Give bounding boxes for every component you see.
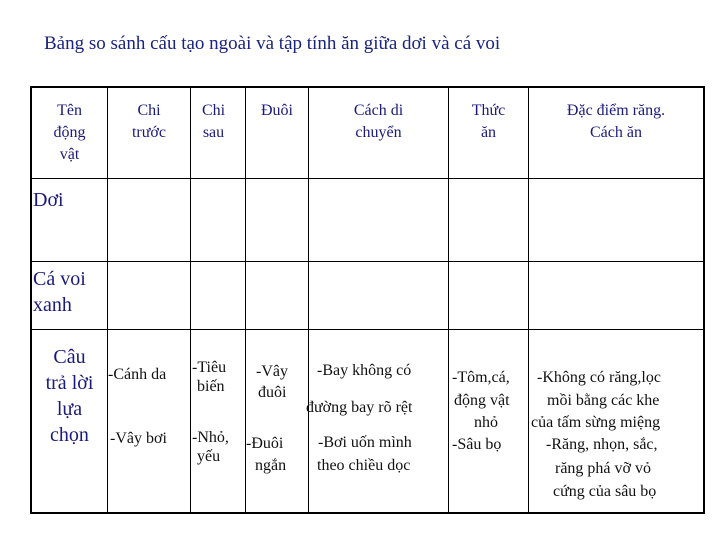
row-label-choices: Câu trả lời lựa chọn <box>45 346 94 446</box>
choice-food-fish-2: động vật <box>454 392 510 409</box>
choice-hindlimb-weak: -Nhỏ, <box>192 429 229 446</box>
table-border-bottom <box>30 512 705 514</box>
header-teeth: Đặc điểm răng. Cách ăn <box>566 102 666 141</box>
choice-teeth-baleen-2: mồi bằng các khe <box>547 392 660 409</box>
header-movement: Cách di chuyển <box>353 102 404 141</box>
choice-movement-swim: -Bơi uốn mình <box>318 434 412 451</box>
choice-movement-swim-2: theo chiều dọc <box>317 457 411 474</box>
choice-teeth-baleen: -Không có răng,lọc <box>537 369 661 386</box>
choice-forelimb-wing: -Cánh da <box>108 366 167 383</box>
header-hindlimb: Chi sau <box>201 102 226 141</box>
table-row-divider <box>30 329 705 330</box>
choice-food-insects: -Sâu bọ <box>452 436 502 453</box>
choice-tail-fin-2: đuôi <box>258 384 287 401</box>
page-title: Bảng so sánh cấu tạo ngoài và tập tính ăn giữa dơi và cá voi <box>44 33 501 54</box>
choice-teeth-sharp-3: cứng của sâu bọ <box>553 483 657 500</box>
choice-movement-fly: -Bay không có <box>317 362 412 379</box>
choice-food-fish-3: nhỏ <box>474 414 498 431</box>
choice-teeth-baleen-3: của tấm sừng miệng <box>531 414 661 431</box>
choice-teeth-sharp-2: răng phá vỡ vỏ <box>555 460 651 477</box>
table-col-divider <box>448 86 449 514</box>
table-border-top <box>30 86 705 88</box>
header-forelimb: Chi trước <box>131 102 166 141</box>
row-label-whale: Cá voi xanh <box>33 268 86 316</box>
table-row-divider <box>30 178 705 179</box>
table-col-divider <box>308 86 309 514</box>
choice-food-fish: -Tôm,cá, <box>452 369 510 386</box>
choice-tail-short-2: ngắn <box>255 457 287 474</box>
choice-hindlimb-vanished-2: biến <box>197 378 225 395</box>
table-col-divider <box>190 86 191 514</box>
choice-forelimb-fin: -Vây bơi <box>110 430 167 447</box>
choice-tail-fin: -Vây <box>256 363 288 380</box>
header-food: Thức ăn <box>471 102 506 141</box>
header-animal-name: Tên động vật <box>53 102 86 163</box>
header-tail: Đuôi <box>261 102 293 119</box>
choice-tail-short: -Đuôi <box>246 435 284 452</box>
choice-teeth-sharp: -Răng, nhọn, sắc, <box>546 436 658 453</box>
choice-movement-fly-2: đường bay rõ rệt <box>306 399 413 416</box>
table-row-divider <box>30 261 705 262</box>
table-border-right <box>703 86 705 514</box>
table-col-divider <box>107 86 108 514</box>
row-label-bat: Dơi <box>33 189 64 211</box>
choice-hindlimb-weak-2: yếu <box>197 448 221 465</box>
choice-hindlimb-vanished: -Tiêu <box>192 359 227 376</box>
table-col-divider <box>528 86 529 514</box>
